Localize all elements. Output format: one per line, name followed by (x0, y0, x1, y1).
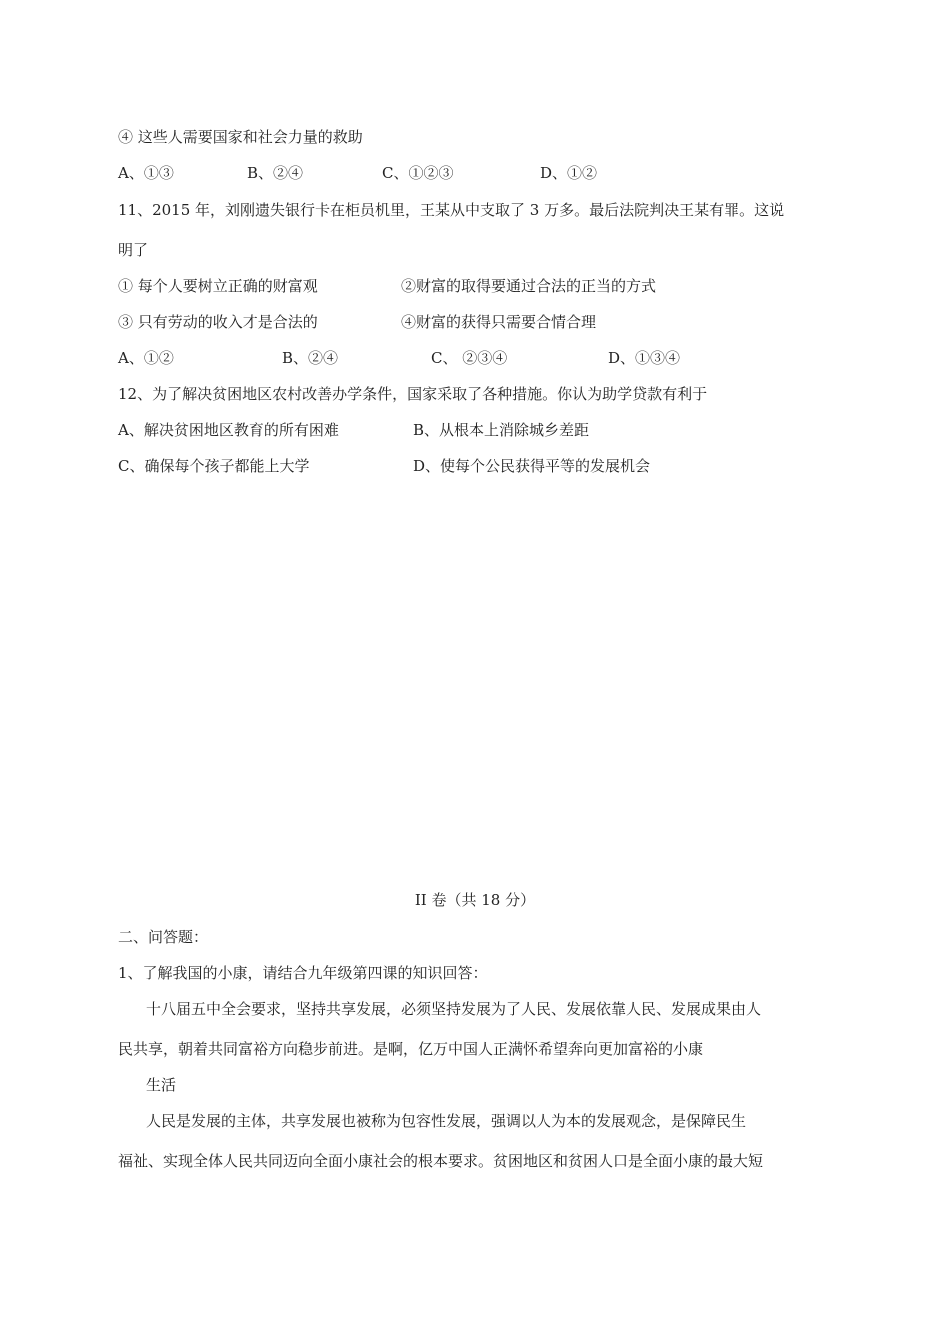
para1-line1: 十八届五中全会要求，坚持共享发展，必须坚持发展为了人民、发展依靠人民、发展成果由人 (146, 1000, 762, 1018)
q11-option-d: D、①③④ (608, 349, 681, 367)
para1-line3: 生活 (146, 1076, 177, 1094)
para2-line2: 福祉、实现全体人民共同迈向全面小康社会的根本要求。贫困地区和贫困人口是全面小康的最大短 (118, 1152, 764, 1170)
q10-option-a: A、①③ (118, 164, 174, 182)
q10-option-d: D、①② (540, 164, 598, 182)
q10-option-b: B、②④ (247, 164, 304, 182)
q10-statement-4: ④ 这些人需要国家和社会力量的救助 (118, 128, 363, 146)
q12-stem: 12、为了解决贫困地区农村改善办学条件，国家采取了各种措施。你认为助学贷款有利于 (118, 385, 708, 403)
section-heading: 二、问答题： (118, 928, 209, 946)
q1-stem: 1、了解我国的小康，请结合九年级第四课的知识回答： (118, 964, 488, 982)
q12-option-b: B、从根本上消除城乡差距 (413, 421, 590, 439)
para2-line1: 人民是发展的主体，共享发展也被称为包容性发展，强调以人为本的发展观念，是保障民生 (146, 1112, 747, 1130)
part2-title: II 卷（共 18 分） (414, 891, 536, 909)
q12-option-a: A、解决贫困地区教育的所有困难 (118, 421, 339, 439)
q11-statement-2: ②财富的取得要通过合法的正当的方式 (401, 277, 657, 295)
q11-option-b: B、②④ (282, 349, 339, 367)
q10-option-c: C、①②③ (382, 164, 454, 182)
q11-statement-1: ① 每个人要树立正确的财富观 (118, 277, 318, 295)
q11-statement-4: ④财富的获得只需要合情合理 (401, 313, 597, 331)
q11-statement-3: ③ 只有劳动的收入才是合法的 (118, 313, 318, 331)
q12-option-c: C、确保每个孩子都能上大学 (118, 457, 310, 475)
q12-option-d: D、使每个公民获得平等的发展机会 (413, 457, 651, 475)
q11-stem-line2: 明了 (118, 241, 149, 259)
q11-stem-line1: 11、2015 年，刘刚遗失银行卡在柜员机里，王某从中支取了 3 万多。最后法院判决王某有罪。这说 (118, 201, 785, 219)
q11-option-c: C、 ②③④ (431, 349, 508, 367)
para1-line2: 民共享，朝着共同富裕方向稳步前进。是啊，亿万中国人正满怀希望奔向更加富裕的小康 (118, 1040, 704, 1058)
q11-option-a: A、①② (118, 349, 174, 367)
